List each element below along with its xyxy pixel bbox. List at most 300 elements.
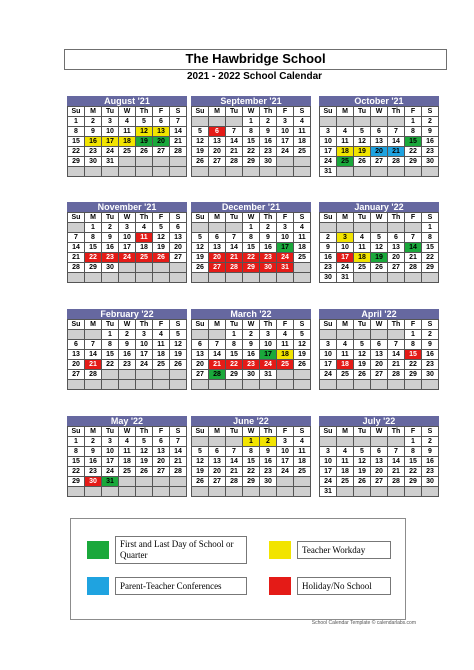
- weekday-header: Tu: [226, 320, 243, 330]
- month-calendar: [319, 416, 439, 497]
- weekday-header: F: [405, 320, 422, 330]
- day-cell: 23: [260, 467, 277, 477]
- empty-day-cell: [136, 477, 153, 487]
- empty-day-cell: [170, 380, 187, 390]
- day-cell: 14: [388, 137, 405, 147]
- weekday-header: F: [153, 320, 170, 330]
- weekday-header: F: [277, 107, 294, 117]
- day-cell: 6: [192, 340, 209, 350]
- day-cell: 9: [260, 127, 277, 137]
- day-cell: 31: [337, 273, 354, 283]
- weekday-header: W: [243, 213, 260, 223]
- day-cell: 8: [102, 340, 119, 350]
- day-cell: 30: [243, 370, 260, 380]
- day-cell: 20: [388, 253, 405, 263]
- empty-day-cell: [320, 437, 337, 447]
- empty-day-cell: [209, 437, 226, 447]
- weekday-header: W: [119, 320, 136, 330]
- day-cell: 3: [320, 447, 337, 457]
- empty-day-cell: [354, 487, 371, 497]
- empty-day-cell: [209, 117, 226, 127]
- weekday-header: M: [85, 107, 102, 117]
- day-cell: 21: [388, 467, 405, 477]
- empty-day-cell: [337, 330, 354, 340]
- month-grid: [319, 319, 439, 390]
- weekday-header: F: [153, 213, 170, 223]
- month-calendar: [319, 309, 439, 390]
- day-cell: 22: [68, 147, 85, 157]
- day-cell: 26: [153, 253, 170, 263]
- day-cell: 18: [119, 137, 136, 147]
- day-cell: 15: [243, 457, 260, 467]
- weekday-header: W: [119, 107, 136, 117]
- day-cell: 27: [209, 263, 226, 273]
- day-cell: 7: [226, 447, 243, 457]
- month-title: June '22: [191, 416, 311, 426]
- day-cell: 11: [354, 243, 371, 253]
- day-cell: 4: [294, 117, 311, 127]
- day-cell: 11: [337, 137, 354, 147]
- weekday-header: Su: [320, 427, 337, 437]
- empty-day-cell: [192, 273, 209, 283]
- empty-day-cell: [209, 330, 226, 340]
- weekday-header: W: [371, 427, 388, 437]
- day-cell: 2: [422, 117, 439, 127]
- legend: [70, 518, 406, 620]
- weekday-header: M: [85, 427, 102, 437]
- day-cell: 15: [85, 243, 102, 253]
- day-cell: 3: [119, 223, 136, 233]
- empty-day-cell: [119, 273, 136, 283]
- empty-day-cell: [119, 157, 136, 167]
- weekday-header: Th: [136, 427, 153, 437]
- day-cell: 1: [422, 223, 439, 233]
- day-cell: 8: [405, 127, 422, 137]
- day-cell: 14: [85, 350, 102, 360]
- weekday-header: F: [153, 107, 170, 117]
- day-cell: 15: [422, 243, 439, 253]
- day-cell: 12: [192, 457, 209, 467]
- empty-day-cell: [209, 273, 226, 283]
- day-cell: 18: [337, 360, 354, 370]
- day-cell: 19: [192, 147, 209, 157]
- month-calendar: [67, 202, 187, 283]
- day-cell: 24: [277, 467, 294, 477]
- day-cell: 22: [243, 253, 260, 263]
- day-cell: 9: [422, 340, 439, 350]
- day-cell: 19: [354, 360, 371, 370]
- day-cell: 23: [102, 253, 119, 263]
- day-cell: 8: [68, 447, 85, 457]
- day-cell: 11: [119, 447, 136, 457]
- weekday-header: M: [209, 107, 226, 117]
- day-cell: 12: [136, 127, 153, 137]
- month-calendar: [67, 416, 187, 497]
- day-cell: 17: [277, 137, 294, 147]
- empty-day-cell: [277, 380, 294, 390]
- day-cell: 30: [422, 157, 439, 167]
- empty-day-cell: [68, 487, 85, 497]
- weekday-header: Su: [68, 427, 85, 437]
- empty-day-cell: [294, 370, 311, 380]
- empty-day-cell: [192, 487, 209, 497]
- empty-day-cell: [371, 167, 388, 177]
- empty-day-cell: [371, 487, 388, 497]
- day-cell: 25: [136, 253, 153, 263]
- empty-day-cell: [226, 380, 243, 390]
- empty-day-cell: [320, 380, 337, 390]
- day-cell: 8: [85, 233, 102, 243]
- day-cell: 6: [209, 127, 226, 137]
- empty-day-cell: [320, 117, 337, 127]
- empty-day-cell: [405, 167, 422, 177]
- weekday-header: Th: [388, 213, 405, 223]
- day-cell: 24: [337, 263, 354, 273]
- day-cell: 29: [68, 157, 85, 167]
- month-grid: [319, 212, 439, 283]
- day-cell: 1: [226, 330, 243, 340]
- weekday-header: Th: [388, 320, 405, 330]
- day-cell: 18: [354, 253, 371, 263]
- day-cell: 7: [388, 447, 405, 457]
- day-cell: 1: [68, 437, 85, 447]
- day-cell: 9: [422, 447, 439, 457]
- empty-day-cell: [136, 380, 153, 390]
- day-cell: 30: [260, 477, 277, 487]
- weekday-header: W: [243, 427, 260, 437]
- weekday-header: Tu: [354, 320, 371, 330]
- day-cell: 25: [294, 147, 311, 157]
- day-cell: 20: [371, 360, 388, 370]
- day-cell: 30: [422, 370, 439, 380]
- empty-day-cell: [119, 477, 136, 487]
- day-cell: 19: [354, 467, 371, 477]
- weekday-header: S: [294, 107, 311, 117]
- day-cell: 28: [388, 157, 405, 167]
- day-cell: 7: [388, 340, 405, 350]
- day-cell: 18: [119, 457, 136, 467]
- day-cell: 27: [192, 370, 209, 380]
- day-cell: 3: [277, 437, 294, 447]
- weekday-header: S: [422, 213, 439, 223]
- empty-day-cell: [192, 437, 209, 447]
- day-cell: 28: [226, 477, 243, 487]
- day-cell: 10: [277, 447, 294, 457]
- empty-day-cell: [153, 370, 170, 380]
- empty-day-cell: [277, 167, 294, 177]
- day-cell: 10: [320, 137, 337, 147]
- empty-day-cell: [192, 380, 209, 390]
- weekday-header: W: [371, 320, 388, 330]
- day-cell: 11: [136, 233, 153, 243]
- empty-day-cell: [119, 487, 136, 497]
- day-cell: 17: [320, 467, 337, 477]
- empty-day-cell: [371, 380, 388, 390]
- day-cell: 22: [102, 360, 119, 370]
- day-cell: 5: [354, 127, 371, 137]
- day-cell: 4: [119, 437, 136, 447]
- empty-day-cell: [153, 263, 170, 273]
- day-cell: 4: [153, 330, 170, 340]
- day-cell: 26: [192, 263, 209, 273]
- empty-day-cell: [153, 167, 170, 177]
- day-cell: 19: [136, 137, 153, 147]
- day-cell: 22: [226, 360, 243, 370]
- empty-day-cell: [405, 273, 422, 283]
- day-cell: 12: [354, 457, 371, 467]
- empty-day-cell: [388, 487, 405, 497]
- empty-day-cell: [102, 273, 119, 283]
- day-cell: 4: [136, 223, 153, 233]
- day-cell: 17: [260, 350, 277, 360]
- empty-day-cell: [136, 273, 153, 283]
- day-cell: 10: [277, 233, 294, 243]
- empty-day-cell: [405, 380, 422, 390]
- day-cell: 25: [119, 467, 136, 477]
- month-grid: [191, 212, 311, 283]
- weekday-header: Tu: [102, 107, 119, 117]
- day-cell: 27: [209, 477, 226, 487]
- month-title: July '22: [319, 416, 439, 426]
- day-cell: 23: [422, 147, 439, 157]
- day-cell: 15: [405, 457, 422, 467]
- day-cell: 13: [209, 457, 226, 467]
- day-cell: 9: [85, 447, 102, 457]
- day-cell: 12: [354, 350, 371, 360]
- day-cell: 3: [260, 330, 277, 340]
- day-cell: 9: [422, 127, 439, 137]
- day-cell: 3: [102, 117, 119, 127]
- day-cell: 2: [243, 330, 260, 340]
- empty-day-cell: [388, 330, 405, 340]
- empty-day-cell: [260, 380, 277, 390]
- day-cell: 14: [170, 127, 187, 137]
- day-cell: 25: [337, 477, 354, 487]
- weekday-header: Tu: [354, 213, 371, 223]
- day-cell: 11: [337, 457, 354, 467]
- day-cell: 26: [170, 360, 187, 370]
- empty-day-cell: [68, 330, 85, 340]
- day-cell: 19: [371, 253, 388, 263]
- day-cell: 29: [243, 477, 260, 487]
- day-cell: 8: [243, 233, 260, 243]
- month-calendar: [67, 96, 187, 177]
- day-cell: 29: [243, 157, 260, 167]
- day-cell: 2: [260, 223, 277, 233]
- day-cell: 10: [119, 233, 136, 243]
- empty-day-cell: [153, 380, 170, 390]
- day-cell: 2: [85, 117, 102, 127]
- day-cell: 30: [85, 157, 102, 167]
- day-cell: 16: [102, 243, 119, 253]
- empty-day-cell: [192, 167, 209, 177]
- day-cell: 24: [320, 157, 337, 167]
- day-cell: 7: [226, 233, 243, 243]
- day-cell: 13: [153, 447, 170, 457]
- day-cell: 19: [136, 457, 153, 467]
- month-calendar: [191, 309, 311, 390]
- month-title: January '22: [319, 202, 439, 212]
- day-cell: 28: [170, 467, 187, 477]
- day-cell: 13: [192, 350, 209, 360]
- empty-day-cell: [119, 380, 136, 390]
- day-cell: 6: [170, 223, 187, 233]
- empty-day-cell: [243, 273, 260, 283]
- day-cell: 3: [320, 127, 337, 137]
- weekday-header: Su: [320, 320, 337, 330]
- empty-day-cell: [388, 273, 405, 283]
- day-cell: 9: [119, 340, 136, 350]
- empty-day-cell: [85, 273, 102, 283]
- empty-day-cell: [388, 223, 405, 233]
- weekday-header: Tu: [102, 427, 119, 437]
- weekday-header: W: [119, 213, 136, 223]
- day-cell: 10: [102, 127, 119, 137]
- day-cell: 3: [277, 117, 294, 127]
- day-cell: 6: [209, 447, 226, 457]
- day-cell: 11: [153, 340, 170, 350]
- empty-day-cell: [226, 167, 243, 177]
- day-cell: 23: [422, 467, 439, 477]
- day-cell: 8: [422, 233, 439, 243]
- empty-day-cell: [294, 477, 311, 487]
- day-cell: 8: [243, 447, 260, 457]
- weekday-header: Su: [192, 213, 209, 223]
- weekday-header: Th: [388, 107, 405, 117]
- day-cell: 24: [102, 147, 119, 157]
- day-cell: 14: [170, 447, 187, 457]
- day-cell: 7: [405, 233, 422, 243]
- day-cell: 23: [85, 467, 102, 477]
- empty-day-cell: [119, 263, 136, 273]
- day-cell: 1: [405, 330, 422, 340]
- day-cell: 18: [294, 137, 311, 147]
- empty-day-cell: [294, 487, 311, 497]
- day-cell: 24: [320, 477, 337, 487]
- day-cell: 11: [277, 340, 294, 350]
- day-cell: 24: [260, 360, 277, 370]
- empty-day-cell: [170, 273, 187, 283]
- day-cell: 8: [68, 127, 85, 137]
- month-grid: [191, 426, 311, 497]
- day-cell: 28: [68, 263, 85, 273]
- day-cell: 18: [294, 243, 311, 253]
- empty-day-cell: [371, 223, 388, 233]
- empty-day-cell: [354, 330, 371, 340]
- empty-day-cell: [320, 223, 337, 233]
- day-cell: 6: [153, 437, 170, 447]
- empty-day-cell: [294, 167, 311, 177]
- day-cell: 22: [405, 360, 422, 370]
- day-cell: 21: [68, 253, 85, 263]
- day-cell: 7: [85, 340, 102, 350]
- day-cell: 20: [209, 253, 226, 263]
- empty-day-cell: [85, 167, 102, 177]
- day-cell: 24: [119, 253, 136, 263]
- empty-day-cell: [294, 273, 311, 283]
- day-cell: 3: [320, 340, 337, 350]
- weekday-header: S: [294, 320, 311, 330]
- day-cell: 30: [422, 477, 439, 487]
- day-cell: 19: [354, 147, 371, 157]
- day-cell: 20: [371, 467, 388, 477]
- day-cell: 12: [371, 243, 388, 253]
- weekday-header: W: [371, 107, 388, 117]
- day-cell: 24: [277, 147, 294, 157]
- day-cell: 5: [153, 223, 170, 233]
- day-cell: 29: [243, 263, 260, 273]
- empty-day-cell: [170, 370, 187, 380]
- weekday-header: Th: [136, 213, 153, 223]
- day-cell: 21: [209, 360, 226, 370]
- empty-day-cell: [153, 477, 170, 487]
- weekday-header: F: [405, 427, 422, 437]
- empty-day-cell: [294, 380, 311, 390]
- day-cell: 16: [422, 137, 439, 147]
- month-title: May '22: [67, 416, 187, 426]
- month-title: February '22: [67, 309, 187, 319]
- day-cell: 18: [277, 350, 294, 360]
- empty-day-cell: [277, 487, 294, 497]
- day-cell: 17: [102, 457, 119, 467]
- empty-day-cell: [422, 487, 439, 497]
- day-cell: 27: [388, 263, 405, 273]
- day-cell: 11: [337, 350, 354, 360]
- day-cell: 21: [170, 457, 187, 467]
- day-cell: 2: [260, 437, 277, 447]
- legend-label-holiday: Holiday/No School: [297, 577, 391, 595]
- day-cell: 10: [277, 127, 294, 137]
- day-cell: 20: [209, 467, 226, 477]
- day-cell: 30: [260, 157, 277, 167]
- day-cell: 10: [102, 447, 119, 457]
- day-cell: 30: [320, 273, 337, 283]
- day-cell: 5: [136, 437, 153, 447]
- day-cell: 21: [85, 360, 102, 370]
- weekday-header: Su: [192, 107, 209, 117]
- weekday-header: Tu: [226, 213, 243, 223]
- day-cell: 25: [294, 467, 311, 477]
- day-cell: 17: [136, 350, 153, 360]
- weekday-header: F: [277, 320, 294, 330]
- day-cell: 26: [354, 477, 371, 487]
- empty-day-cell: [102, 380, 119, 390]
- month-grid: [319, 106, 439, 177]
- empty-day-cell: [170, 167, 187, 177]
- day-cell: 1: [405, 117, 422, 127]
- day-cell: 27: [153, 467, 170, 477]
- empty-day-cell: [422, 167, 439, 177]
- empty-day-cell: [388, 167, 405, 177]
- day-cell: 17: [102, 137, 119, 147]
- day-cell: 26: [354, 370, 371, 380]
- empty-day-cell: [354, 223, 371, 233]
- empty-day-cell: [371, 273, 388, 283]
- day-cell: 24: [102, 467, 119, 477]
- day-cell: 6: [388, 233, 405, 243]
- day-cell: 26: [192, 477, 209, 487]
- day-cell: 25: [337, 157, 354, 167]
- weekday-header: F: [405, 107, 422, 117]
- empty-day-cell: [405, 223, 422, 233]
- day-cell: 4: [337, 447, 354, 457]
- empty-day-cell: [153, 157, 170, 167]
- day-cell: 15: [243, 137, 260, 147]
- day-cell: 18: [337, 467, 354, 477]
- weekday-header: S: [422, 427, 439, 437]
- empty-day-cell: [68, 167, 85, 177]
- empty-day-cell: [170, 263, 187, 273]
